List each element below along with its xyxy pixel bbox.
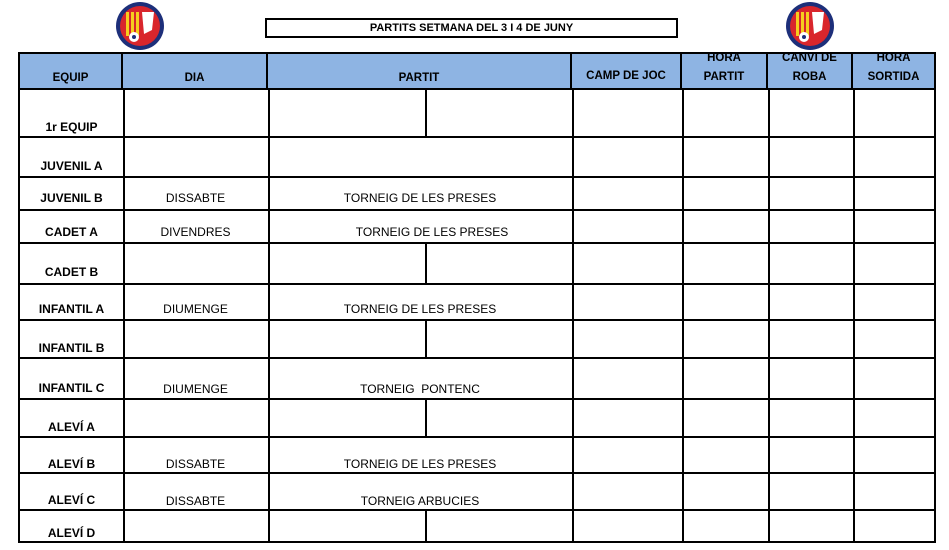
match-day: DISSABTE [165, 457, 226, 471]
club-logo-left [112, 0, 168, 52]
team-name: ALEVÍ B [47, 457, 96, 471]
match-name: TORNEIG PONTENC [360, 382, 480, 396]
header-camp [572, 54, 682, 89]
divider [572, 88, 574, 543]
divider [425, 398, 427, 436]
match-day: DISSABTE [165, 494, 226, 508]
divider [20, 319, 934, 321]
team-name: CADET B [44, 265, 99, 279]
divider [20, 509, 934, 511]
match-name: TORNEIG DE LES PRESES [343, 191, 497, 205]
header-canvi-line1: CANVI DE [782, 52, 837, 64]
team-name: JUVENIL B [40, 191, 103, 205]
header-camp-label: CAMP DE JOC [586, 70, 666, 82]
divider [768, 88, 770, 543]
divider [853, 88, 855, 543]
team-name: JUVENIL A [40, 159, 103, 173]
header-equip [20, 54, 123, 89]
match-name: TORNEIG DE LES PRESES [355, 225, 509, 239]
divider [20, 136, 934, 138]
match-name: TORNEIG DE LES PRESES [343, 302, 497, 316]
divider [20, 176, 934, 178]
divider [20, 242, 934, 244]
team-name: INFANTIL A [38, 302, 105, 316]
match-day: DISSABTE [165, 191, 226, 205]
header-canvi-line2: ROBA [792, 71, 827, 83]
header-hora-sortida-line2: SORTIDA [867, 71, 920, 83]
team-name: INFANTIL B [38, 341, 105, 355]
divider [682, 88, 684, 543]
header-hora-partit [682, 54, 768, 89]
match-name: TORNEIG DE LES PRESES [343, 457, 497, 471]
team-name: ALEVÍ A [48, 420, 95, 434]
header-partit-label: PARTIT [398, 72, 440, 84]
divider [20, 209, 934, 211]
header-partit [268, 54, 572, 89]
header-hora-partit-line1: HORA [707, 52, 741, 64]
schedule-table [18, 52, 936, 543]
page-title: PARTITS SETMANA DEL 3 I 4 DE JUNY [265, 18, 678, 38]
divider [20, 283, 934, 285]
match-day: DIUMENGE [163, 382, 228, 396]
match-day: DIVENDRES [160, 225, 231, 239]
team-name: INFANTIL C [38, 381, 105, 395]
header-hora-sortida-line1: HORA [876, 52, 911, 64]
divider [425, 242, 427, 283]
team-name: 1r EQUIP [45, 120, 98, 134]
match-name: TORNEIG ARBUCIES [360, 494, 480, 508]
divider [425, 319, 427, 357]
header-canvi-roba [768, 54, 853, 89]
header-dia [123, 54, 268, 89]
match-day: DIUMENGE [163, 302, 228, 316]
divider [20, 398, 934, 400]
divider [425, 88, 427, 136]
header-hora-sortida [853, 54, 934, 89]
header-equip-label: EQUIP [52, 72, 89, 84]
team-name: ALEVÍ D [47, 526, 96, 540]
header-dia-label: DIA [184, 72, 205, 84]
divider [20, 436, 934, 438]
club-logo-right [782, 0, 838, 52]
header-hora-partit-line2: PARTIT [703, 71, 745, 83]
team-name: ALEVÍ C [47, 493, 96, 507]
divider [20, 357, 934, 359]
team-name: CADET A [45, 225, 98, 239]
divider [20, 472, 934, 474]
divider [425, 509, 427, 543]
divider [20, 88, 934, 90]
